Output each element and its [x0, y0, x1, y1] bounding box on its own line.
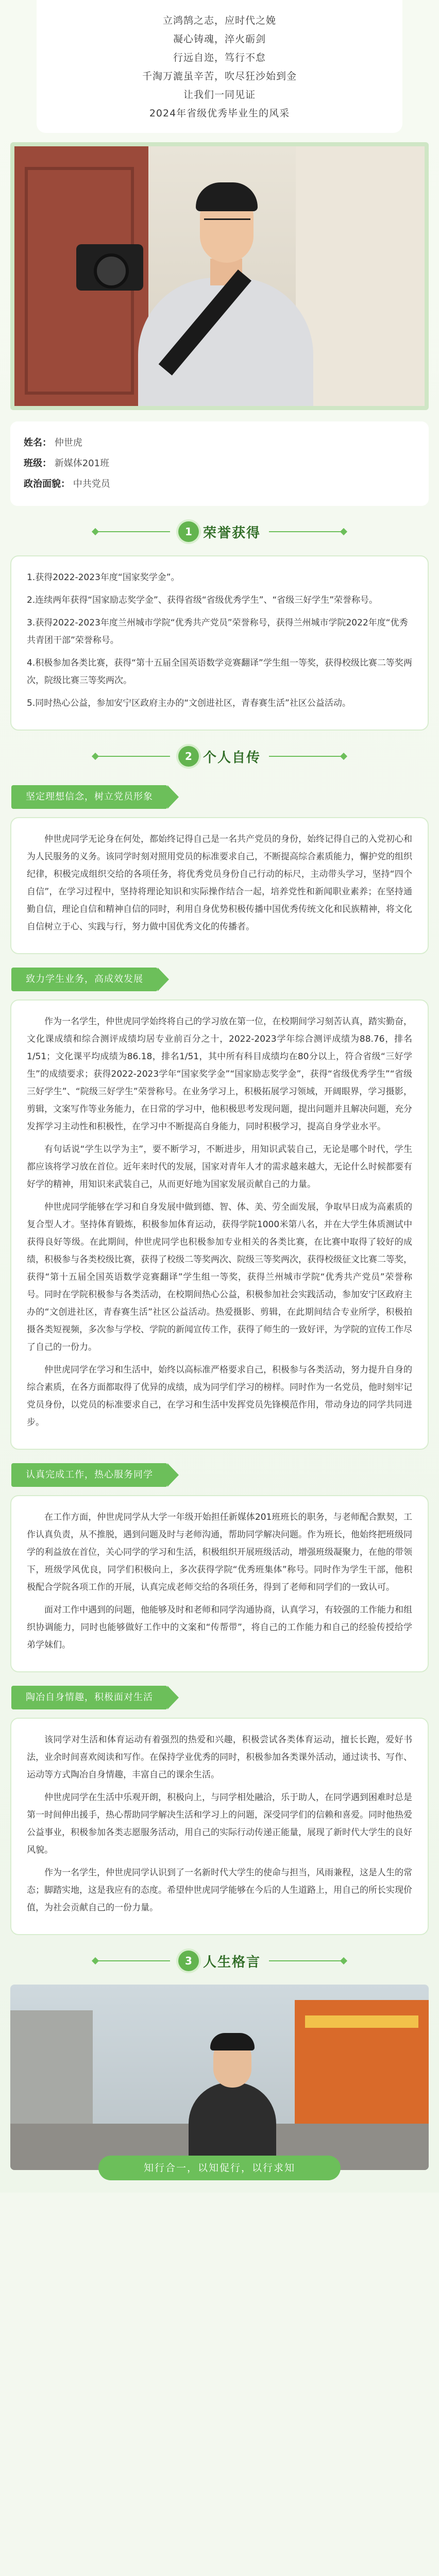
paragraph: 面对工作中遇到的问题，他能够及时和老师和同学沟通协商，认真学习，有较强的工作能力和组织协调能力，同时也能够做好工作中的文案和“传帮带”，将自己的工作能力和自己的经验传授给学弟学妹们。 [27, 1605, 412, 1650]
name-value: 仲世虎 [54, 437, 82, 448]
hero-portrait-photo [10, 142, 429, 410]
camera-icon [76, 244, 143, 291]
name-label: 姓名： [24, 437, 52, 448]
section-title-autobiography [0, 741, 439, 772]
autobiography-card [10, 1495, 429, 1672]
section-title-text: 个人自传 [202, 750, 261, 766]
intro-card [37, 0, 402, 133]
paragraph: 仲世虎同学无论身在何处，都始终记得自己是一名共产党员的身份，始终记得自己的入党初心和为人民服务的义务。该同学时刻对照用党员的标准要求自己，不断提高综合素质能力，懈护党的组织纪律，积极完成组织交给的各项任务，将优秀党员身份自己行动的标尺，主动带头学习，坚持“四个自信”，在学习过程中，坚持将理论知识和实际操作结合一起，培养党性和新闻职业素养；在坚持通勤自信，理论自信和精神自信的同时，利用自身优势积极传播中国优秀传统文化和民族精神，将文化自信树立于心、实践与行，努力做中国优秀文化的传播者。 [27, 834, 412, 932]
intro-line: 2024年省级优秀毕业生的风采 [149, 108, 290, 119]
sub-banner: 陶冶自身情趣，积极面对生活 [11, 1686, 167, 1709]
paragraph: 作为一名学生，仲世虎同学认识到了一名新时代大学生的使命与担当，风雨兼程，这是人生的常态；脚踏实地，这是我应有的态度。希望仲世虎同学能够在今后的人生道路上，用自己的所长实现价值，为社会贡献自己的一份力量。 [27, 1868, 412, 1913]
intro-line: 千淘万漉虽辛苦，吹尽狂沙始到金 [142, 71, 297, 82]
section-title-text: 人生格言 [202, 1954, 261, 1970]
intro-line: 行远自迩，笃行不怠 [173, 52, 266, 63]
paragraph: 仲世虎同学在生活中乐观开朗，积极向上，与同学相处融洽，乐于助人，在同学遇到困难时总是第一时间伸出援手，热心帮助同学解决生活和学习上的问题，深受同学们的信赖和喜爱。同时他热爱公益事业，积极参加各类志愿服务活动，用自己的实际行动传递正能量，展现了新时代大学生的良好风貌。 [27, 1792, 412, 1855]
honor-item: 2.连续两年获得“国家励志奖学金”、获得省级“省级优秀学生”、“省级三好学生”荣誉称号。 [27, 595, 378, 605]
honors-card [10, 555, 429, 731]
honor-item: 3.获得2022-2023年度兰州城市学院“优秀共产党员”荣誉称号，获得兰州城市学院2022年度“优秀共青团干部”荣誉称号。 [27, 618, 408, 646]
class-value: 新媒体201班 [54, 458, 110, 469]
intro-line: 凝心铸魂，淬火砺剑 [173, 33, 266, 45]
intro-line: 立鸿鹄之志，应时代之娩 [162, 15, 276, 26]
autobiography-card [10, 1718, 429, 1935]
politics-value: 中共党员 [73, 479, 110, 489]
section-number-badge: 3 [178, 1951, 199, 1971]
class-label: 班级： [24, 458, 52, 469]
autobiography-card [10, 817, 429, 954]
class-row [24, 453, 415, 474]
street-portrait-photo [10, 1985, 429, 2170]
motto-text: 知行合一，以知促行，以行求知 [98, 2156, 341, 2180]
paragraph: 仲世虎同学能够在学习和自身发展中做到德、智、体、美、劳全面发展，争取早日成为高素质的复合型人才。坚持体育锻炼，积极参加体育运动，获得学院1000米第八名，并在大学生体质测试中获得良好等级。在此期间，仲世虎同学也积极参加专业相关的各类比赛，在比赛中取得了较好的成绩，积极参与各类校级比赛，获得了校级二等奖两次、院级三等奖两次，获得校级征文比赛二等奖，获得“第十五届全国英语数学竞赛翻译”学生组一等奖，获得兰州城市学院“优秀共产党员”荣誉称号。同时在学院积极参与各类活动，在校期间热心公益，积极参加社会实践活动，参加安宁区政府主办的“文创进社区，青春赛生活”社区公益活动。热爱摄影、剪辑，在此期间结合专业所学，积极拍摄各类短视频，多次参与学校、学院的新闻宣传工作，获得了师生的一致好评，为学院的宣传工作尽了自己的一份力。 [27, 1202, 412, 1352]
name-row [24, 433, 415, 453]
honor-item: 1.获得2022-2023年度“国家奖学金”。 [27, 572, 180, 583]
intro-line: 让我们一同见证 [183, 89, 256, 100]
politics-label: 政治面貌： [24, 479, 70, 489]
honor-item: 4.积极参加各类比赛，获得“第十五届全国英语数学竞赛翻译”学生组一等奖，获得校级比赛二等奖两次，院级比赛三等奖两次。 [27, 658, 412, 686]
paragraph: 作为一名学生，仲世虎同学始终将自己的学习放在第一位，在校期间学习刻苦认真，踏实勤奋，文化课成绩和综合测评成绩均居专业前百分之十，2022-2023学年综合测评成绩为88.76，排名1/51；文化课平均成绩为86.18，排名1/51，其中所有科目成绩均在80分以上，符合省级“三好学生”的成绩要求；获得2022-2023学年“国家奖学金”“国家励志奖学金”，获得“省级优秀学生”“省级三好学生”、“院级三好学生”荣誉称号。在业务学习上，积极拓展学习领域，开阔眼界，学习摄影，剪辑，文案写作等业务能力，在日常的学习中，他积极思考发现问题，提出问题并且解决问题，充分发挥学习主动性和积极性，在学习中不断提高自身能力，同时积极学习，提高自身学业水平。 [27, 1016, 412, 1132]
sub-banner: 认真完成工作，热心服务同学 [11, 1463, 167, 1487]
sub-banner: 致力学生业务，高成效发展 [11, 968, 158, 991]
autobiography-card [10, 999, 429, 1450]
sub-banner: 坚定理想信念，树立党员形象 [11, 785, 167, 809]
profile-info-card [10, 421, 429, 506]
section-number-badge: 2 [178, 746, 199, 767]
politics-row [24, 474, 415, 495]
honor-item: 5.同时热心公益，参加安宁区政府主办的“文创进社区，青春赛生活”社区公益活动。 [27, 698, 351, 708]
paragraph: 仲世虎同学在学习和生活中，始终以高标准严格要求自己，积极参与各类活动，努力提升自身的综合素质，在各方面都取得了优异的成绩，成为同学们学习的榜样。同时作为一名党员，他时刻牢记党员身份，以党员的标准要求自己，在学习和生活中发挥党员先锋模范作用，带动身边的同学共同进步。 [27, 1365, 412, 1428]
section-title-text: 荣誉获得 [202, 525, 261, 541]
section-title-motto [0, 1945, 439, 1976]
paragraph: 在工作方面，仲世虎同学从大学一年级开始担任新媒体201班班长的职务，与老师配合默契，工作认真负责，从不推脱，遇到问题及时与老师沟通，帮助同学解决问题。作为班长，他始终把班级同学的利益放在首位，关心同学的学习和生活，积极组织开展班级活动，增强班级凝聚力，在他的带领下，班级学风优良，同学们积极向上，多次获得学院“优秀班集体”称号。同时作为学生干部，他积极配合学院各项工作的开展，认真完成老师交给的各项任务，得到了老师和同学们的一致认可。 [27, 1512, 412, 1592]
section-number-badge: 1 [178, 521, 199, 542]
section-title-honors [0, 516, 439, 547]
paragraph: 该同学对生活和体育运动有着强烈的热爱和兴趣，积极尝试各类体育运动，擅长长跑，爱好书法，业余时间喜欢阅读和写作。在保持学业优秀的同时，积极参加各类课外活动，通过读书、写作、运动等方式陶冶自身情趣，丰富自己的课余生活。 [27, 1735, 412, 1780]
paragraph: 有句话说“学生以学为主”，要不断学习，不断进步，用知识武装自己，无论是哪个时代，学生都应该将学习放在首位。近年来时代的发展，国家对青年人才的需求越来越大，无论什么时候都要有好学的精神，用知识来武装自己，从而更好地为国家发展贡献自己的力量。 [27, 1144, 412, 1190]
